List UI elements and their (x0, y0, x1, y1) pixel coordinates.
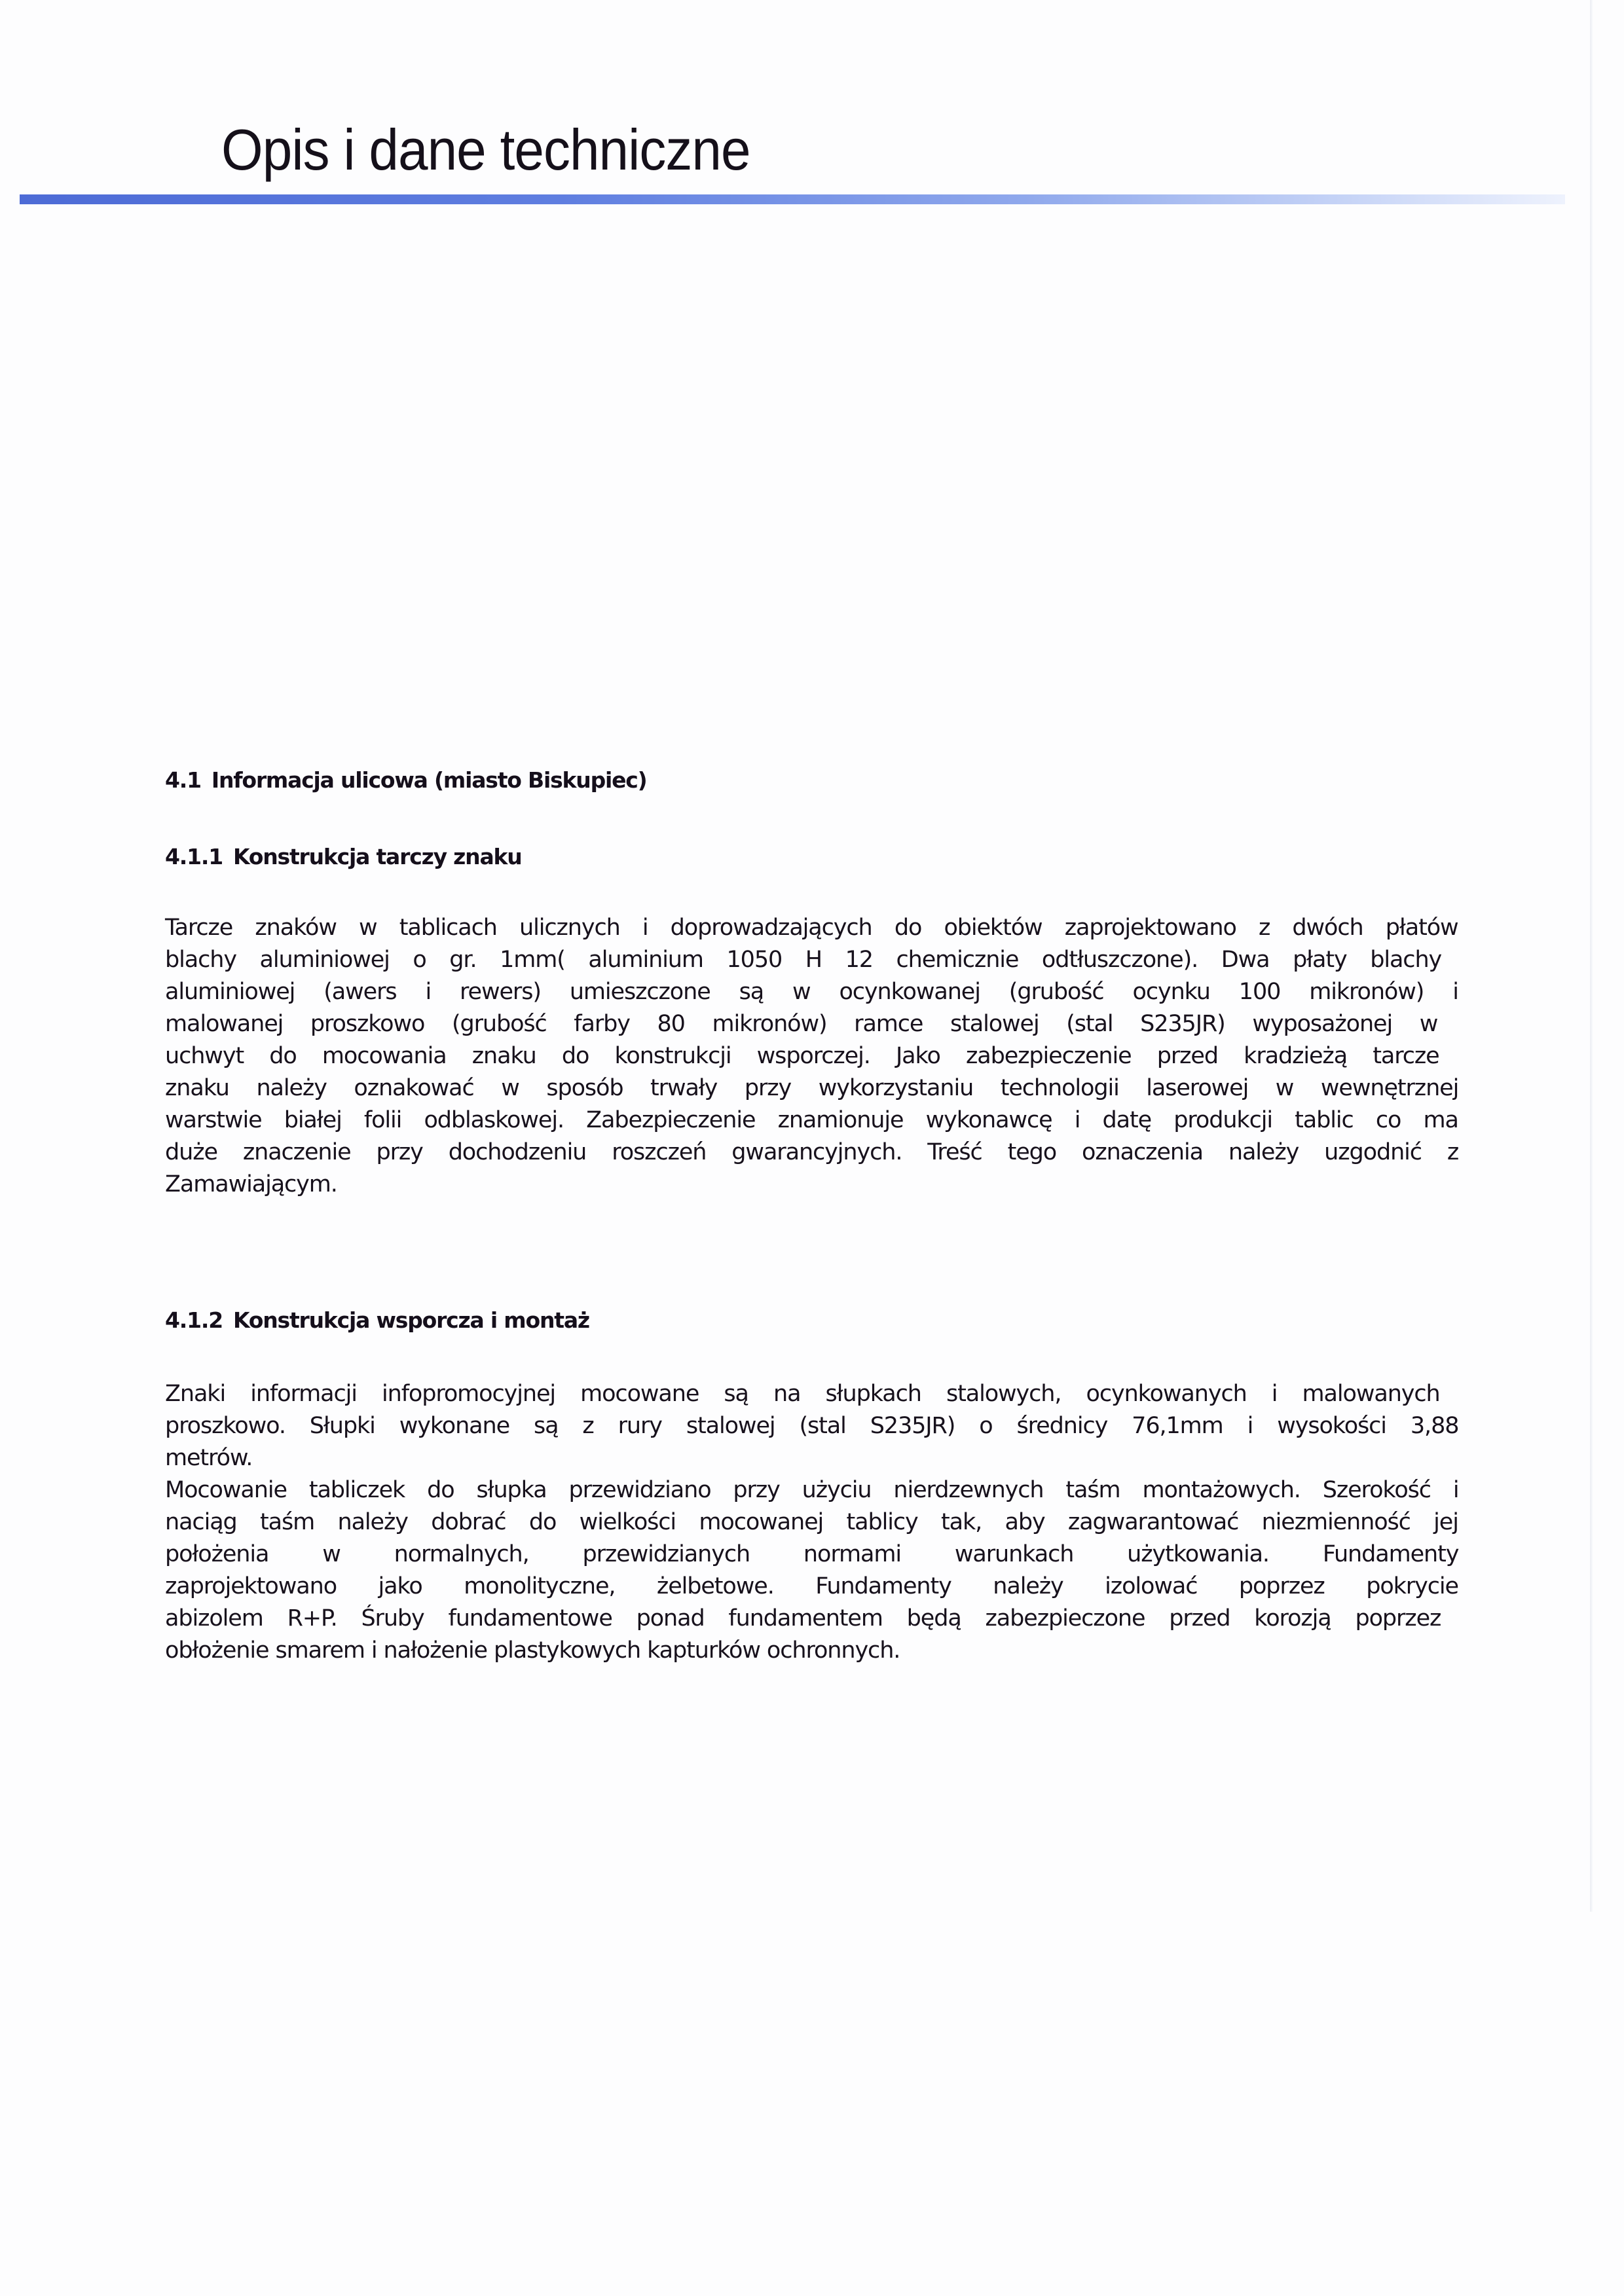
subsection-number: 4.1.2 (165, 1307, 223, 1333)
text-line: malowanej proszkowo (grubość farby 80 mikronów) ramce stalowej (stal S235JR) wyposażonej w (165, 1011, 1438, 1037)
page-title: Opis i dane techniczne (221, 117, 750, 182)
section-4-1-1 (165, 844, 1458, 869)
subsection-number: 4.1.1 (165, 844, 223, 869)
text-line: duże znaczenie przy dochodzeniu roszczeń gwarancyjnych. Treść tego oznaczenia należy uzgodnić z (165, 1139, 1459, 1165)
section-heading (165, 767, 1458, 793)
text-line: warstwie białej folii odblaskowej. Zabezpieczenie znamionuje wykonawcę i datę produkcji tablic co ma (165, 1107, 1458, 1133)
text-line: znaku należy oznakować w sposób trwały przy wykorzystaniu technologii laserowej w wewnętrznej (165, 1075, 1459, 1101)
text-line: Zamawiającym. (165, 1171, 337, 1197)
subsection-heading (165, 1307, 1458, 1333)
text-line: metrów. (165, 1445, 253, 1471)
subsection-heading (165, 844, 1458, 869)
text-line: obłożenie smarem i nałożenie plastykowych kapturków ochronnych. (165, 1637, 900, 1664)
section-4-1-2 (165, 1307, 1458, 1333)
subsection-title: Konstrukcja tarczy znaku (232, 844, 522, 869)
paragraph-mounting (165, 1474, 1458, 1667)
text-line: uchwyt do mocowania znaku do konstrukcji wsporczej. Jako zabezpieczenie przed kradzieżą tarcze (165, 1043, 1439, 1069)
text-line: abizolem R+P. Śruby fundamentowe ponad fundamentem będą zabezpieczone przed korozją poprzez (165, 1605, 1441, 1631)
section-4-1-1-body (165, 912, 1458, 1201)
text-line: blachy aluminiowej o gr. 1mm( aluminium 1050 H 12 chemicznie odtłuszczone). Dwa płaty blachy (165, 947, 1442, 973)
text-line: położenia w normalnych, przewidzianych normami warunkach użytkowania. Fundamenty (165, 1541, 1459, 1567)
text-line: Znaki informacji infopromocyjnej mocowane są na słupkach stalowych, ocynkowanych i malowanych (165, 1381, 1440, 1407)
title-underline-rule (20, 194, 1565, 204)
section-title: Informacja ulicowa (miasto Biskupiec) (211, 767, 647, 793)
text-line: aluminiowej (awers i rewers) umieszczone są w ocynkowanej (grubość ocynku 100 mikronów) i (165, 979, 1458, 1005)
section-4-1 (165, 767, 1458, 793)
scan-page-edge (1590, 0, 1593, 1912)
text-line: Tarcze znaków w tablicach ulicznych i doprowadzających do obiektów zaprojektowano z dwóch płatów (165, 915, 1458, 941)
text-line: zaprojektowano jako monolityczne, żelbetowe. Fundamenty należy izolować poprzez pokrycie (165, 1573, 1458, 1599)
paragraph-posts (165, 1378, 1458, 1474)
text-line: naciąg taśm należy dobrać do wielkości mocowanej tablicy tak, aby zagwarantować niezmienność jej (165, 1509, 1458, 1535)
text-line: Mocowanie tabliczek do słupka przewidziano przy użyciu nierdzewnych taśm montażowych. Szerokość i (165, 1477, 1459, 1503)
subsection-title: Konstrukcja wsporcza i montaż (232, 1307, 589, 1333)
section-number: 4.1 (165, 767, 201, 793)
section-4-1-2-body (165, 1378, 1458, 1667)
paragraph-sign-construction (165, 912, 1458, 1201)
text-line: proszkowo. Słupki wykonane są z rury stalowej (stal S235JR) o średnicy 76,1mm i wysokości 3,88 (165, 1413, 1459, 1439)
